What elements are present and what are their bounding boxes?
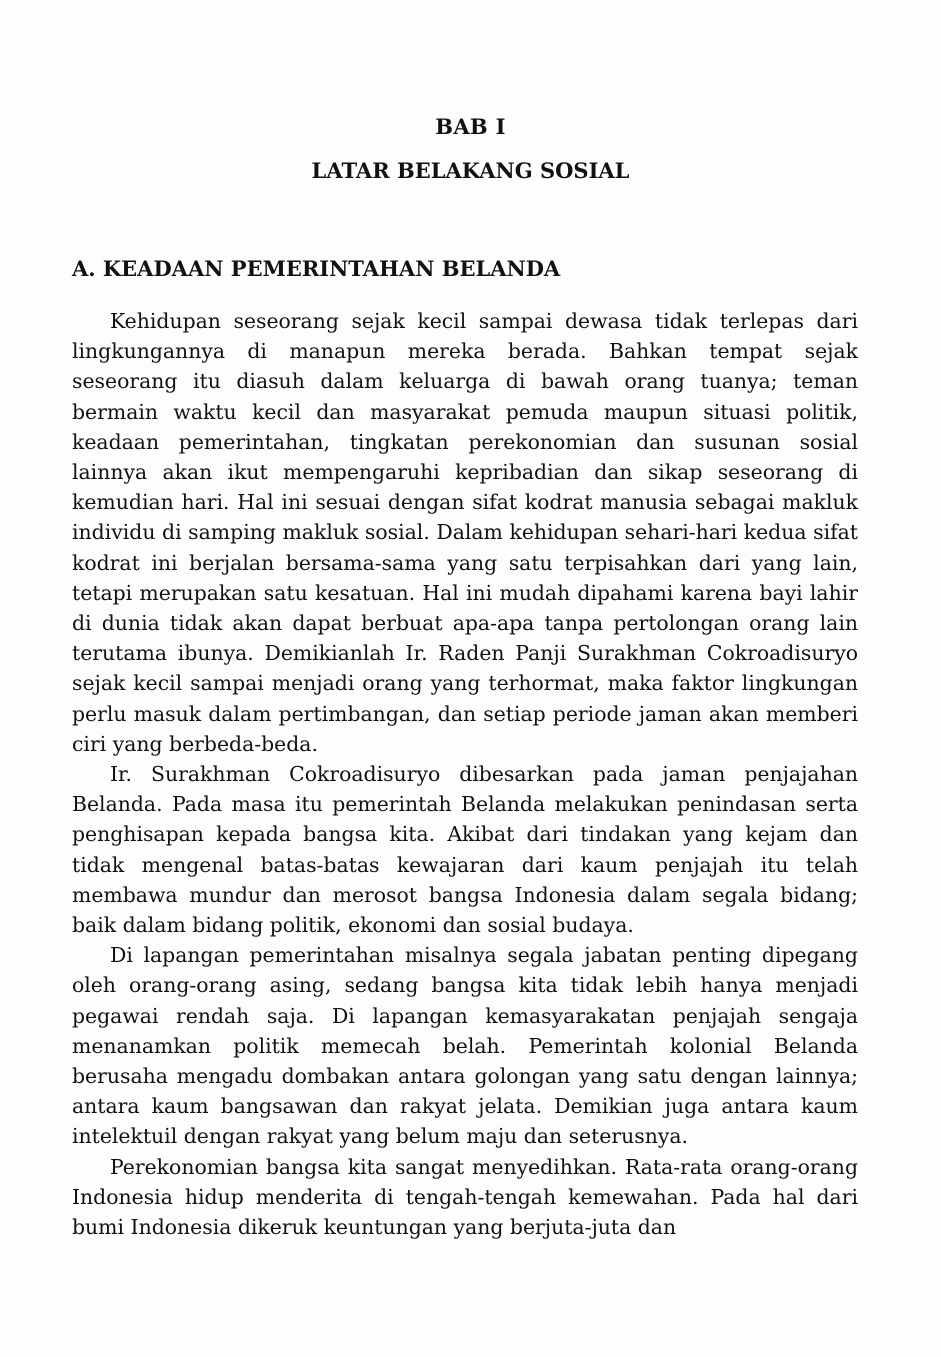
- chapter-title: LATAR BELAKANG SOSIAL: [311, 158, 630, 183]
- body-text: [72, 306, 858, 1242]
- paragraph: Di lapangan pemerintahan misalnya segala jabatan penting dipegang oleh orang-orang asing, sedang bangsa kita tidak lebih hanya menjadi pegawai rendah saja. Di lapangan kemasyarakatan penjajah sengaja menanamkan politik memecah belah. Pemerintah kolonial Belanda berusaha mengadu dombakan antara golongan yang satu dengan lainnya; antara kaum bangsawan dan rakyat jelata. Demikian juga antara kaum intelektuil dengan rakyat yang belum maju dan seterusnya.: [72, 943, 858, 1149]
- paragraph: Ir. Surakhman Cokroadisuryo dibesarkan pada jaman penjajahan Belanda. Pada masa itu pemerintah Belanda melakukan penindasan serta penghisapan kepada bangsa kita. Akibat dari tindakan yang kejam dan tidak mengenal batas-batas kewajaran dari kaum penjajah itu telah membawa mundur dan merosot bangsa Indonesia dalam segala bidang; baik dalam bidang politik, ekonomi dan sosial budaya.: [72, 762, 858, 938]
- paragraph: Perekonomian bangsa kita sangat menyedihkan. Rata-rata orang-orang Indonesia hidup menderita di tengah-tengah kemewahan. Pada hal dari bumi Indonesia dikeruk keuntungan yang berjuta-juta dan: [72, 1154, 858, 1240]
- section-heading: A. KEADAAN PEMERINTAHAN BELANDA: [72, 256, 561, 281]
- chapter-number: BAB I: [435, 114, 506, 139]
- paragraph: Kehidupan seseorang sejak kecil sampai dewasa tidak terlepas dari lingkungannya di manapun mereka berada. Bahkan tempat sejak seseorang itu diasuh dalam keluarga di bawah orang tuanya; teman bermain waktu kecil dan masyarakat pemuda maupun situasi politik, keadaan pemerintahan, tingkatan perekonomian dan susunan sosial lainnya akan ikut mempengaruhi kepribadian dan sikap seseorang di kemudian hari. Hal ini sesuai dengan sifat kodrat manusia sebagai makluk individu di samping makluk sosial. Dalam kehidupan sehari-hari kedua sifat kodrat ini berjalan bersama-sama yang satu terpisahkan dari yang lain, tetapi merupakan satu kesatuan. Hal ini mudah dipahami karena bayi lahir di dunia tidak akan dapat berbuat apa-apa tanpa pertolongan orang lain terutama ibunya. Demikianlah Ir. Raden Panji Surakhman Cokroadisuryo sejak kecil sampai menjadi orang yang terhormat, maka faktor lingkungan perlu masuk dalam pertimbangan, dan setiap periode jaman akan memberi ciri yang berbeda-beda.: [72, 309, 858, 756]
